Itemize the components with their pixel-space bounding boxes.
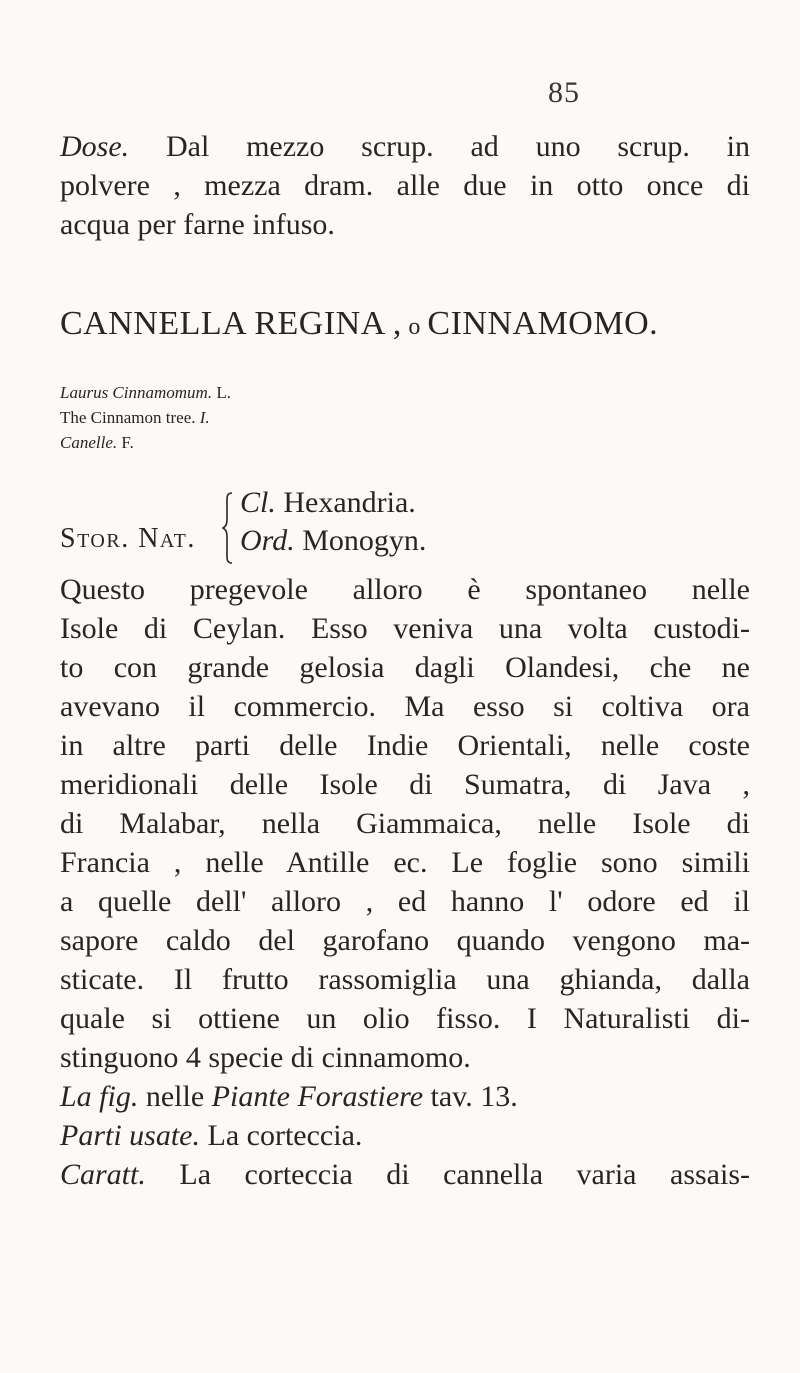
description-line: a quelle dell' alloro , ed hanno l' odore ed il: [60, 885, 750, 918]
synonym-french: Canelle. F.: [60, 433, 134, 452]
description-line: Questo pregevole alloro è spontaneo nelle: [60, 573, 750, 606]
synonym-english: The Cinnamon tree. I.: [60, 408, 210, 427]
brace-icon: [222, 492, 234, 564]
description-line: sapore caldo del garofano quando vengono ma-: [60, 924, 750, 957]
parts-line: Parti usate. La corteccia.: [60, 1119, 363, 1152]
dose-line-1: Dose. Dal mezzo scrup. ad uno scrup. in: [60, 130, 750, 163]
dose-line-3: acqua per farne infuso.: [60, 208, 335, 241]
description-line: stinguono 4 specie di cinnamomo.: [60, 1041, 471, 1074]
classification-values: [240, 484, 426, 560]
description-line: di Malabar, nella Giammaica, nelle Isole di: [60, 807, 750, 840]
description-line: sticate. Il frutto rassomiglia una ghianda, dalla: [60, 963, 750, 996]
description-line: Francia , nelle Antille ec. Le foglie sono simili: [60, 846, 750, 879]
dose-label: Dose.: [60, 130, 130, 163]
description-line: Isole di Ceylan. Esso veniva una volta custodi-: [60, 612, 750, 645]
synonym-latin: Laurus Cinnamomum. L.: [60, 383, 231, 402]
order-row: Ord. Monogyn.: [240, 524, 427, 557]
class-row: Cl. Hexandria.: [240, 486, 416, 519]
figure-work: Piante Forastiere: [211, 1080, 424, 1113]
description-line: avevano il commercio. Ma esso si coltiva ora: [60, 690, 750, 723]
characteristics-line: Caratt. La corteccia di cannella varia assais-: [60, 1158, 750, 1191]
synonyms-block: [60, 380, 460, 455]
dose-line-2: polvere , mezza dram. alle due in otto once di: [60, 169, 750, 202]
page-number: 85: [548, 76, 580, 109]
description-line: in altre parti delle Indie Orientali, nelle coste: [60, 729, 750, 762]
description-line: meridionali delle Isole di Sumatra, di Java ,: [60, 768, 750, 801]
dose-paragraph: [60, 127, 750, 244]
characteristics-label: Caratt.: [60, 1158, 146, 1191]
heading-connector: o: [401, 314, 428, 340]
description-line: to con grande gelosia dagli Olandesi, che ne: [60, 651, 750, 684]
classification-label: Stor. Nat.: [60, 523, 196, 554]
figure-line: La fig. nelle Piante Forastiere tav. 13.: [60, 1080, 518, 1113]
heading-alt: CINNAMOMO.: [427, 305, 659, 342]
description-line: quale si ottiene un olio fisso. I Naturalisti di-: [60, 1002, 750, 1035]
figure-label: La fig.: [60, 1080, 139, 1113]
heading-main: CANNELLA REGINA ,: [60, 305, 402, 342]
description-paragraph: [60, 570, 750, 1194]
parts-label: Parti usate.: [60, 1119, 200, 1152]
entry-heading: [60, 305, 750, 343]
